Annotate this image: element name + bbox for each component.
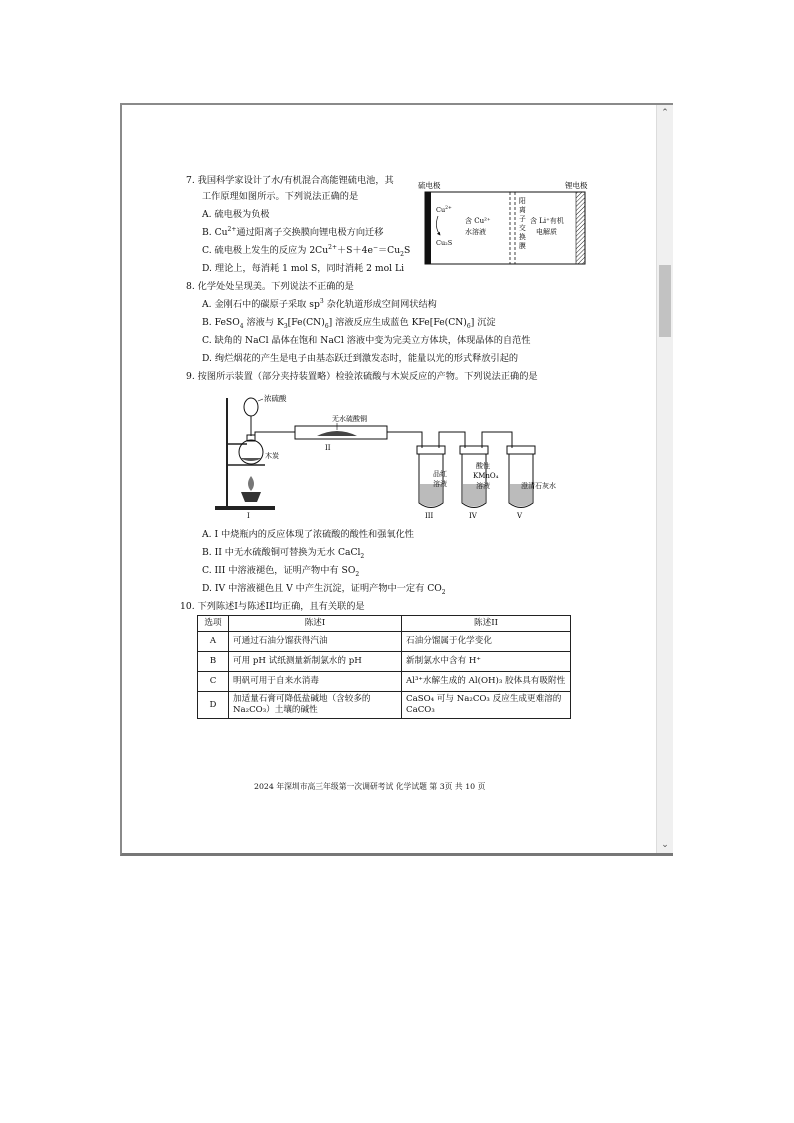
kmno4-label-1: 酸性 (476, 462, 490, 470)
q7-stem-line1: 7. 我国科学家设计了水/有机混合高能锂硫电池，其 (186, 175, 394, 186)
table-row: B 可用 pH 试纸测量新制氯水的 pH 新制氯水中含有 H⁺ (198, 652, 571, 672)
left-solution-line1: 含 Cu²⁺ (465, 217, 491, 225)
pinhong-label-2: 溶液 (433, 480, 447, 488)
limewater-label: 澄清石灰水 (521, 482, 556, 490)
lithium-electrode (576, 192, 585, 264)
scrollbar-thumb[interactable] (659, 265, 671, 337)
label-I: I (247, 512, 250, 518)
header-option: 选项 (198, 616, 229, 632)
kmno4-label-2: KMnO₄ (473, 472, 499, 480)
lithium-electrode-label: 锂电极 (565, 181, 588, 190)
q8-stem: 8. 化学处处呈现美。下列说法不正确的是 (186, 281, 354, 292)
svg-text:Cu2+: $Cu^{2+}$ (436, 206, 452, 214)
q7-stem-line2: 工作原理如图所示。下列说法正确的是 (202, 191, 359, 202)
q9-option-d: D. IV 中溶液褪色且 V 中产生沉淀，证明产物中一定有 $CO_2$ (202, 583, 446, 596)
label-II: II (325, 444, 331, 452)
q10-table (197, 615, 571, 719)
q7-option-b: B. $Cu^{2+}$通过阳离子交换膜向锂电极方向迁移 (202, 225, 384, 238)
right-solution-line1: 含 Li⁺有机 (530, 217, 564, 225)
q9-option-b: B. II 中无水硫酸铜可替换为无水 CaCl$_2$ (202, 547, 365, 560)
cu2s-label: Cu₂S (436, 239, 453, 247)
header-statement-2: 陈述II (402, 616, 571, 632)
label-V: V (517, 512, 523, 518)
pinhong-label-1: 品红 (433, 470, 447, 478)
label-IV: IV (469, 512, 477, 518)
apparatus-diagram (207, 388, 567, 518)
q8-option-c: C. 缺角的 NaCl 晶体在饱和 NaCl 溶液中变为完美立方体块，体现晶体的自范性 (202, 335, 531, 346)
left-solution-line2: 水溶液 (465, 228, 486, 236)
scroll-down-arrow-icon[interactable]: ⌄ (661, 840, 669, 850)
q7-option-d: D. 理论上，每消耗 1 mol S，同时消耗 2 mol Li (202, 263, 405, 274)
table-row: D 加适量石膏可降低盐碱地（含较多的 Na₂CO₃）土壤的碱性 CaSO₄ 可与 Na₂CO₃ 反应生成更难溶的 CaCO₃ (198, 692, 571, 719)
separatory-funnel (244, 398, 258, 416)
sulfur-electrode-label: 硫电极 (418, 181, 441, 190)
charcoal-label: 木炭 (265, 452, 279, 460)
document-viewer (120, 103, 673, 856)
sulfur-electrode (425, 192, 431, 264)
q8-option-b: B. FeSO$_4$ 溶液与 $K_3[Fe(CN)_6]$ 溶液反应生成蓝色 $KFe[Fe(CN)_6]$ 沉淀 (202, 317, 496, 330)
q7-option-c: C. 硫电极上发生的反应为 $2Cu^{2+}+S+4e^-=Cu_2S$ (202, 243, 411, 258)
scroll-up-arrow-icon[interactable]: ⌃ (661, 108, 669, 118)
membrane-label (519, 196, 526, 250)
label-III: III (425, 512, 434, 518)
table-header-row (198, 616, 571, 632)
svg-text:交: 交 (519, 224, 526, 232)
header-statement-1: 陈述I (229, 616, 402, 632)
test-tube-V (507, 446, 535, 508)
document-page (122, 105, 657, 853)
svg-text:子: 子 (519, 215, 526, 223)
anhydrous-cuso4-label: 无水硫酸铜 (332, 415, 367, 423)
q9-option-a: A. I 中烧瓶内的反应体现了浓硫酸的酸性和强氧化性 (202, 529, 414, 540)
page-footer: 2024 年深圳市高三年级第一次调研考试 化学试题 第 3页 共 10 页 (254, 782, 486, 791)
table-row: A 可通过石油分馏获得汽油 石油分馏属于化学变化 (198, 632, 571, 652)
q7-option-a: A. 硫电极为负极 (202, 209, 270, 220)
q8-option-d: D. 绚烂烟花的产生是电子由基态跃迁到激发态时，能量以光的形式释放引起的 (202, 353, 519, 364)
kmno4-label-3: 溶液 (476, 482, 490, 490)
stand-base (215, 506, 275, 510)
svg-text:阳: 阳 (519, 197, 526, 205)
svg-text:离: 离 (519, 206, 526, 214)
q8-option-a: A. 金刚石中的碳原子采取 $sp^3$ 杂化轨道形成空间网状结构 (202, 297, 437, 310)
conc-acid-label: 浓硫酸 (264, 394, 287, 403)
battery-diagram (412, 175, 602, 275)
svg-text:膜: 膜 (519, 242, 526, 250)
q9-option-c: C. III 中溶液褪色，证明产物中有 $SO_2$ (202, 565, 360, 578)
q9-stem: 9. 按图所示装置（部分夹持装置略）检验浓硫酸与木炭反应的产物。下列说法正确的是 (186, 371, 538, 382)
q10-stem: 10. 下列陈述I与陈述II均正确，且有关联的是 (180, 601, 365, 612)
alcohol-lamp (241, 492, 261, 502)
svg-text:换: 换 (519, 233, 526, 241)
right-solution-line2: 电解质 (536, 228, 557, 236)
table-row: C 明矾可用于自来水消毒 Al³⁺水解生成的 Al(OH)₃ 胶体具有吸附性 (198, 672, 571, 692)
vertical-scrollbar[interactable] (656, 105, 673, 853)
